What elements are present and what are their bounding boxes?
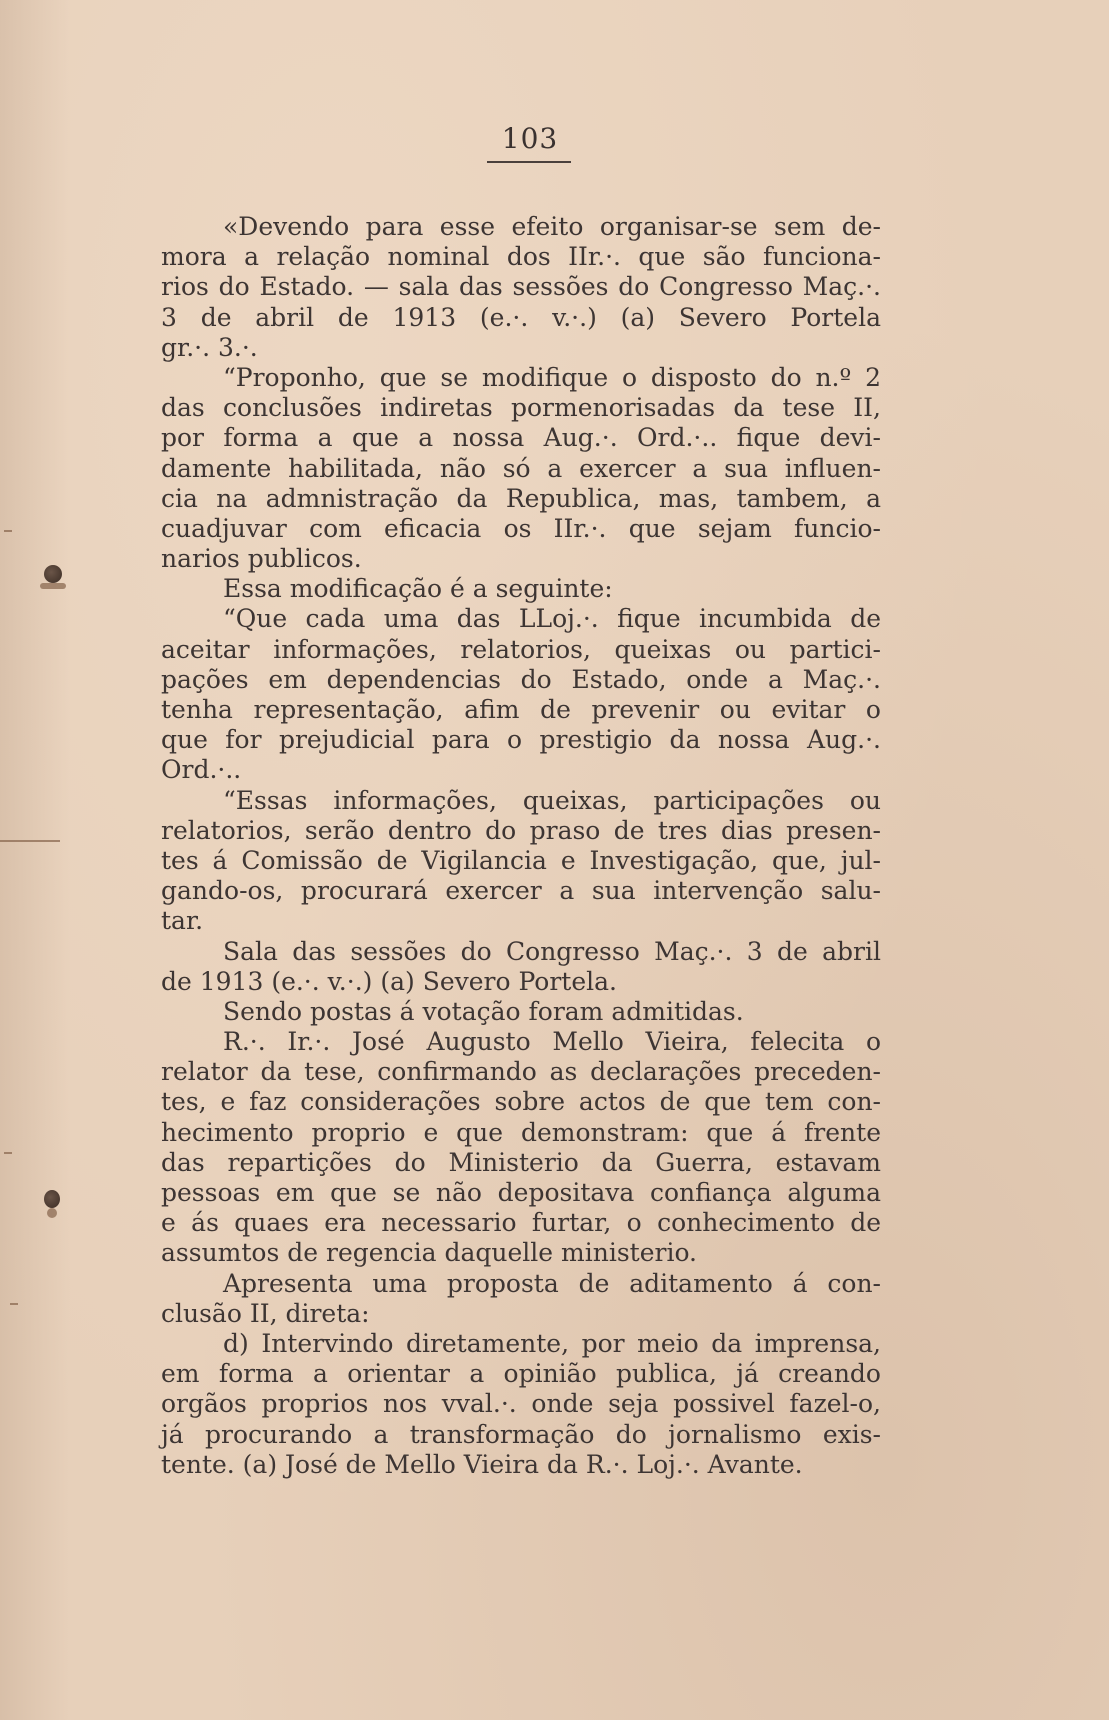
text-line: por forma a que a nossa Aug.·. Ord.·.. fique devi- <box>161 423 881 453</box>
text-line: tar. <box>161 906 204 936</box>
text-line: hecimento proprio e que demonstram: que á frente <box>161 1117 881 1147</box>
text-line: 3 de abril de 1913 (e.·. v.·.) (a) Severo Portela <box>161 302 881 332</box>
text-line: relatorios, serão dentro do praso de tres dias presen- <box>161 815 881 845</box>
text-line: clusão II, direta: <box>161 1298 370 1328</box>
margin-mark <box>0 840 60 842</box>
binding-hole-bottom <box>44 1190 60 1208</box>
text-line: que for prejudicial para o prestigio da nossa Aug.·. <box>161 725 881 755</box>
text-line: cia na admnistração da Republica, mas, tambem, a <box>161 483 881 513</box>
text-line: “Proponho, que se modifique o disposto do n.º 2 <box>223 362 881 392</box>
text-line: gando-os, procurará exercer a sua intervenção salu- <box>161 876 881 906</box>
text-line: Sendo postas á votação foram admitidas. <box>223 996 744 1026</box>
page-number-rule <box>487 161 571 163</box>
binding-hole-top <box>44 565 62 583</box>
text-line: gr.·. 3.·. <box>161 332 258 362</box>
text-line: das conclusões indiretas pormenorisadas da tese II, <box>161 393 881 423</box>
text-line: “Que cada uma das LLoj.·. fique incumbida de <box>223 604 881 634</box>
text-line: “Essas informações, queixas, participações ou <box>223 785 881 815</box>
text-line: mora a relação nominal dos IIr.·. que são funciona- <box>161 242 881 272</box>
margin-mark <box>4 1152 12 1154</box>
margin-mark <box>10 1303 18 1305</box>
text-line: pações em dependencias do Estado, onde a Maç.·. <box>161 664 881 694</box>
text-line: cuadjuvar com eficacia os IIr.·. que sejam funcio- <box>161 513 881 543</box>
text-line: pessoas em que se não depositava confiança alguma <box>161 1178 881 1207</box>
text-line: tes á Comissão de Vigilancia e Investigação, que, jul- <box>161 845 881 875</box>
text-line: tente. (a) José de Mello Vieira da R.·. Loj.·. Avante. <box>161 1449 803 1479</box>
text-line: damente habilitada, não só a exercer a sua influen- <box>161 453 881 483</box>
text-line: e ás quaes era necessario furtar, o conhecimento de <box>161 1208 881 1238</box>
text-line: aceitar informações, relatorios, queixas ou partici- <box>161 634 881 664</box>
margin-mark <box>4 530 12 532</box>
text-line: das repartições do Ministerio da Guerra, estavam <box>161 1147 881 1177</box>
text-line: Ord.·.. <box>161 755 242 785</box>
text-line: tenha representação, afim de prevenir ou evitar o <box>161 695 881 724</box>
margin-mark <box>47 1208 57 1218</box>
text-line: rios do Estado. — sala das sessões do Congresso Maç.·. <box>161 272 881 302</box>
text-line: em forma a orientar a opinião publica, já creando <box>161 1359 881 1389</box>
margin-mark <box>40 583 66 589</box>
text-line: tes, e faz considerações sobre actos de que tem con- <box>161 1087 881 1117</box>
text-line: narios publicos. <box>161 544 362 574</box>
text-line: orgãos proprios nos vval.·. onde seja possivel fazel-o, <box>161 1389 881 1419</box>
text-line: assumtos de regencia daquelle ministerio. <box>161 1238 697 1268</box>
text-line: R.·. Ir.·. José Augusto Mello Vieira, felecita o <box>223 1027 881 1057</box>
text-line: «Devendo para esse efeito organisar-se sem de- <box>223 212 881 241</box>
page-edge-shade <box>0 0 70 1720</box>
body-text <box>161 212 881 1480</box>
text-line: Apresenta uma proposta de aditamento á con- <box>223 1268 881 1298</box>
page-number: 103 <box>501 122 559 155</box>
text-line: já procurando a transformação do jornalismo exis- <box>161 1419 881 1449</box>
text-line: d) Intervindo diretamente, por meio da imprensa, <box>223 1328 881 1358</box>
text-line: Sala das sessões do Congresso Maç.·. 3 de abril <box>223 936 881 966</box>
text-line: de 1913 (e.·. v.·.) (a) Severo Portela. <box>161 966 617 996</box>
text-line: Essa modificação é a seguinte: <box>223 574 613 604</box>
text-line: relator da tese, confirmando as declarações preceden- <box>161 1057 881 1087</box>
